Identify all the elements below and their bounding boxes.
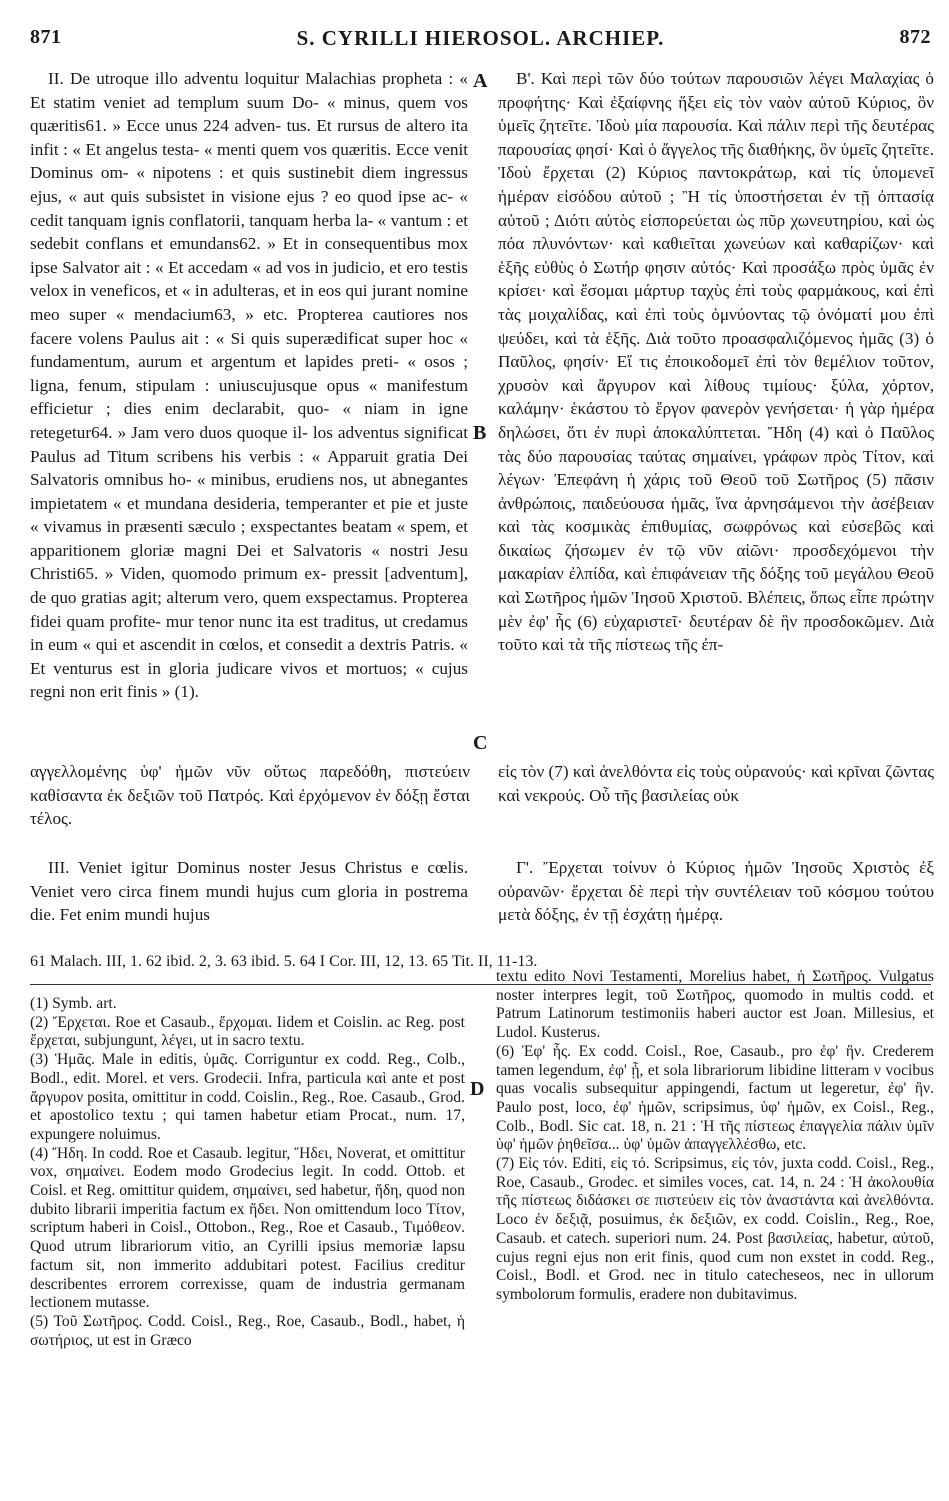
left-page-number: 871 <box>30 26 62 48</box>
greek-column-top <box>498 67 934 657</box>
running-header <box>30 20 931 56</box>
note-4: (4) Ἤδη. In codd. Roe et Casaub. legitur, Ἤδει, Noverat, et omittitur vox, σημαίνει. Eodem modo Grodecius legit. In codd. Ottob. et Coisl. et Reg. omittitur quidem, σημαίνει, sed habetur, ἤδη, quod non dubito librarii imperitia factum ex ἤδει. Non omittendum loco Τίτον, scriptum haberi in Coisl., Ottobon., Reg., Roe et Casaub., Τιμόθεον. Quod utrum librariorum vitio, an Cyrilli ipsius memoriæ lapsu factum sit, non immerito addubitari potest. Facilius creditur describentes errorem correxisse, quam de industria germanam lectionem mutasse. <box>30 1144 465 1312</box>
note-1: (1) Symb. art. <box>30 995 117 1012</box>
greek-column-iii <box>498 856 934 927</box>
note-7: (7) Εἰς τόν. Editi, εἰς τό. Scripsimus, εἰς τόν, juxta codd. Coisl., Reg., Roe, Casaub., Grodec. et similes voces, cat. 14, n. 24 : Ἡ ἀκολουθία τῆς πίστεως διδάσκει σε πιστεύειν εἰς τὸν ἀναστάντα καὶ ἀνελθόντα. Loco ἐν δεξιᾷ, posuimus, ἐκ δεξιῶν, ex codd. Coislin., Reg., Roe, Casaub. et catech. superiori num. 24. Post βασιλείας, habetur, αὐτοῦ, cujus regni ejus non erit finis, quod cum non exstet in codd. Reg., Coisl., Bodl. et Grod. nec in titulo catecheseos, nec in ullorum symbolorum formulis, eradere non dubitavimus. <box>496 1155 934 1303</box>
latin-paragraph-iii: III. Veniet igitur Dominus noster Jesus Christus e cœlis. Veniet vero circa finem mundi hujus cum gloria in postrema die. Fet enim mundi hujus <box>30 858 468 925</box>
note-5-continued: textu edito Novi Testamenti, Morelius habet, ἡ Σωτῆρος. Vulgatus noster interpres legit, τοῦ Σωτῆρος, quomodo in multis codd. et Patrum Latinorum testimoniis haberi auctor est Joan. Millesius, et Ludol. Kusterus. <box>496 968 934 1042</box>
page-title: S. CYRILLI HIEROSOL. ARCHIEP. <box>296 26 665 50</box>
latin-column-top <box>30 67 468 704</box>
greek-continuation-right-text: εἰς τὸν (7) καὶ ἀνελθόντα εἰς τοὺς οὐρανούς· καὶ κρῖναι ζῶντας καὶ νεκρούς. Οὗ τῆς βασιλείας οὐκ <box>498 762 934 805</box>
greek-paragraph-iii: Γ'. Ἔρχεται τοίνυν ὁ Κύριος ἡμῶν Ἰησοῦς Χριστὸς ἐξ οὐρανῶν· ἔρχεται δὲ περὶ τὴν συντέλειαν τοῦ κόσμου τούτου μετὰ δόξης, ἐν τῇ ἐσχάτῃ ἡμέρᾳ. <box>498 858 934 925</box>
note-3: (3) Ἡμᾶς. Male in editis, ὑμᾶς. Corriguntur ex codd. Reg., Colb., Bodl., edit. Morel. et vers. Grodecii. Infra, particula καὶ ante et post ἄργυρον posita, omittitur in codd. Coislin., Reg., Roe. Casaub., Grod. et apostolico textu ; qui tamen habetur etiam Procat., num. 17, expungere noluimus. <box>30 1051 465 1143</box>
notes-column-left <box>30 995 465 1350</box>
latin-column-iii <box>30 856 468 927</box>
greek-continuation-left <box>30 760 470 831</box>
right-page-number: 872 <box>899 26 931 48</box>
margin-marker-c: C <box>473 732 488 754</box>
note-5: (5) Τοῦ Σωτῆρος. Codd. Coisl., Reg., Roe, Casaub., Bodl., habet, ἡ σωτήριος, ut est in Græco <box>30 1312 465 1349</box>
margin-marker-d: D <box>470 1078 485 1100</box>
greek-paragraph-ii: Β'. Καὶ περὶ τῶν δύο τούτων παρουσιῶν λέγει Μαλαχίας ὁ προφήτης· Καὶ ἐξαίφνης ἥξει εἰς τὸν ναὸν αὐτοῦ Κύριος, ὃν ὑμεῖς ζητεῖτε. Ἰδοὺ μία παρουσία. Καὶ πάλιν περὶ τῆς δευτέρας παρουσίας φησί· Καὶ ὁ ἄγγελος τῆς διαθήκης, ὃν ὑμεῖς ζητεῖτε. Ἰδοὺ ἔρχεται (2) Κύριος παντοκράτωρ, καὶ τίς ὑπομενεῖ ἡμέραν εἰσόδου αὐτοῦ ; Ἢ τίς ὑποστήσεται ἐν τῇ ὀπτασίᾳ αὐτοῦ ; Διότι αὐτὸς εἰσπορεύεται ὡς πῦρ χωνευτηρίου, καὶ ὡς πόα πλυνόντων· καὶ καθιεῖται χωνεύων καὶ καθαρίζων· καὶ ἑξῆς εὐθὺς ὁ Σωτήρ φησιν αὐτός· Καὶ προσάξω πρὸς ὑμᾶς ἐν κρίσει· καὶ ἔσομαι μάρτυρ ταχὺς ἐπὶ τοὺς φαρμάκους, καὶ ἐπὶ τὰς μοιχαλίδας, καὶ ἐπὶ τοὺς ὀμνύοντας τῷ ὀνόματί μου ἐπὶ ψεύδει, καὶ τὰ ἑξῆς. Διὰ τοῦτο προασφαλιζόμενος ἡμᾶς (3) ὁ Παῦλος, φησίν· Εἴ τις ἐποικοδομεῖ ἐπὶ τὸν θεμέλιον τοῦτον, χρυσὸν καὶ ἄργυρον καὶ λίθους τιμίους· ξύλα, χόρτον, καλάμην· ἑκάστου τὸ ἔργον φανερὸν γενήσεται· ἡ γὰρ ἡμέρα δηλώσει, ὅτι ἐν πυρὶ ἀποκαλύπτεται. Ἤδη (4) καὶ ὁ Παῦλος τὰς δύο παρουσίας ταύτας σημαίνει, γράφων πρὸς Τίτον, καὶ λέγων· Ἐπεφάνη ἡ χάρις τοῦ Θεοῦ τοῦ Σωτῆρος (5) πᾶσιν ἀνθρώποις, παιδεύουσα ἡμᾶς, ἵνα ἀρνησάμενοι τὴν ἀσέβειαν καὶ τὰς κοσμικὰς ἐπιθυμίας, σωφρόνως καὶ εὐσεβῶς καὶ δικαίως ζήσωμεν ἐν τῷ νῦν αἰῶνι· προσδεχόμενοι τὴν μακαρίαν ἐλπίδα, καὶ ἐπιφάνειαν τῆς δόξης τοῦ μεγάλου Θεοῦ καὶ Σωτῆρος ἡμῶν Ἰησοῦ Χριστοῦ. Βλέπεις, ὅπως εἶπε πρώτην μὲν ἐφ' ἧς (6) εὐχαριστεῖ· δευτέραν δὲ ἣν προσδοκῶμεν. Διὰ τοῦτο καὶ τὰ τῆς πίστεως τῆς ἐπ- <box>498 69 934 655</box>
note-6: (6) Ἐφ' ἧς. Ex codd. Coisl., Roe, Casaub., pro ἐφ' ἣν. Crederem tamen legendum, ἐφ' ᾗ, et sola librariorum libidine litteram ν vocibus quas vocalis subsequitur appingendi, factum ut legeretur, ἐφ' ἣν. Paulo post, loco, ἐφ' ἡμῶν, scripsimus, ὑφ' ἡμῶν, ex Coisl., Reg., Colb., Bodl. Sic cat. 18, n. 21 : Ἡ τῆς πίστεως ἐπαγγελία πάλιν ὑμῖν ὑφ' ἡμῶν ῥηθεῖσα... ὑφ' ὑμῶν ἀπαγγελλέσθω, etc. <box>496 1042 934 1154</box>
scripture-references: 61 Malach. III, 1. 62 ibid. 2, 3. 63 ibid. 5. 64 I Cor. III, 12, 13. 65 Tit. II, 11-13. <box>30 953 538 970</box>
note-2: (2) Ἔρχεται. Roe et Casaub., ἔρχομαι. Iidem et Coislin. ac Reg. post ἔρχεται, subjungunt, λέγει, ut in sacro textu. <box>30 1013 465 1050</box>
latin-paragraph-ii: II. De utroque illo adventu loquitur Malachias propheta : « Et statim veniet ad templum suum Do- « minus, quem vos quæritis61. » Ecce unus 224 adven- tus. Et rursus de altero ita infit : « Et angelus testa- « menti quem vos quæritis. Ecce venit Dominus om- « nipotens : et quis sustinebit diem ingressus ejus, « aut quis subsistet in visione ejus ? eo quod ipse ac- « cedit tanquam ignis conflatorii, tanquam herba la- « vantum : et sedebit conflans et emundans62. » Et in consequentibus mox ipse Salvator ait : « Et accedam « ad vos in judicio, et ero testis velox in veneficos, et « in adulteras, et in eos qui jurant nomine meo super « mendacium63, » etc. Propterea cautiores nos facere volens Paulus ait : « Si quis superædificat super hoc « fundamentum, aurum et argentum et lapides preti- « osos ; ligna, fenum, stipulam : uniuscujusque opus « manifestum efficietur ; dies enim declarabit, quo- « niam in igne retegetur64. » Jam vero duos quoque il- los adventus significat Paulus ad Titum scribens his verbis : « Apparuit gratia Dei Salvatoris omnibus ho- « minibus, erudiens nos, ut abnegantes impietatem « et mundana desideria, temperanter et pie et juste « vivamus in præsenti sæculo ; exspectantes beatam « spem, et apparitionem gloriæ magni Dei et Salvatoris « nostri Jesu Christi65. » Viden, quomodo primum ex- pressit [adventum], de quo gratias agit; alterum vero, quem exspectamus. Propterea fidei quam profite- mur tenor nunc ita est traditus, ut credamus in eum « qui et ascendit in cœlos, et consedit a dextris Patris. « Et venturus est in gloria judicare vivos et mortuos; « cujus regni non erit finis » (1). <box>30 69 468 702</box>
greek-continuation-left-text: αγγελλομένης ὑφ' ἡμῶν νῦν οὕτως παρεδόθη, πιστεύειν καθίσαντα ἐκ δεξιῶν τοῦ Πατρός. Καὶ ἐρχόμενον ἐν δόξῃ ἔσται τέλος. <box>30 762 470 829</box>
margin-marker-a: A <box>473 70 488 92</box>
greek-continuation-right <box>498 760 934 807</box>
margin-marker-b: B <box>473 422 487 444</box>
notes-column-right <box>496 968 934 1305</box>
